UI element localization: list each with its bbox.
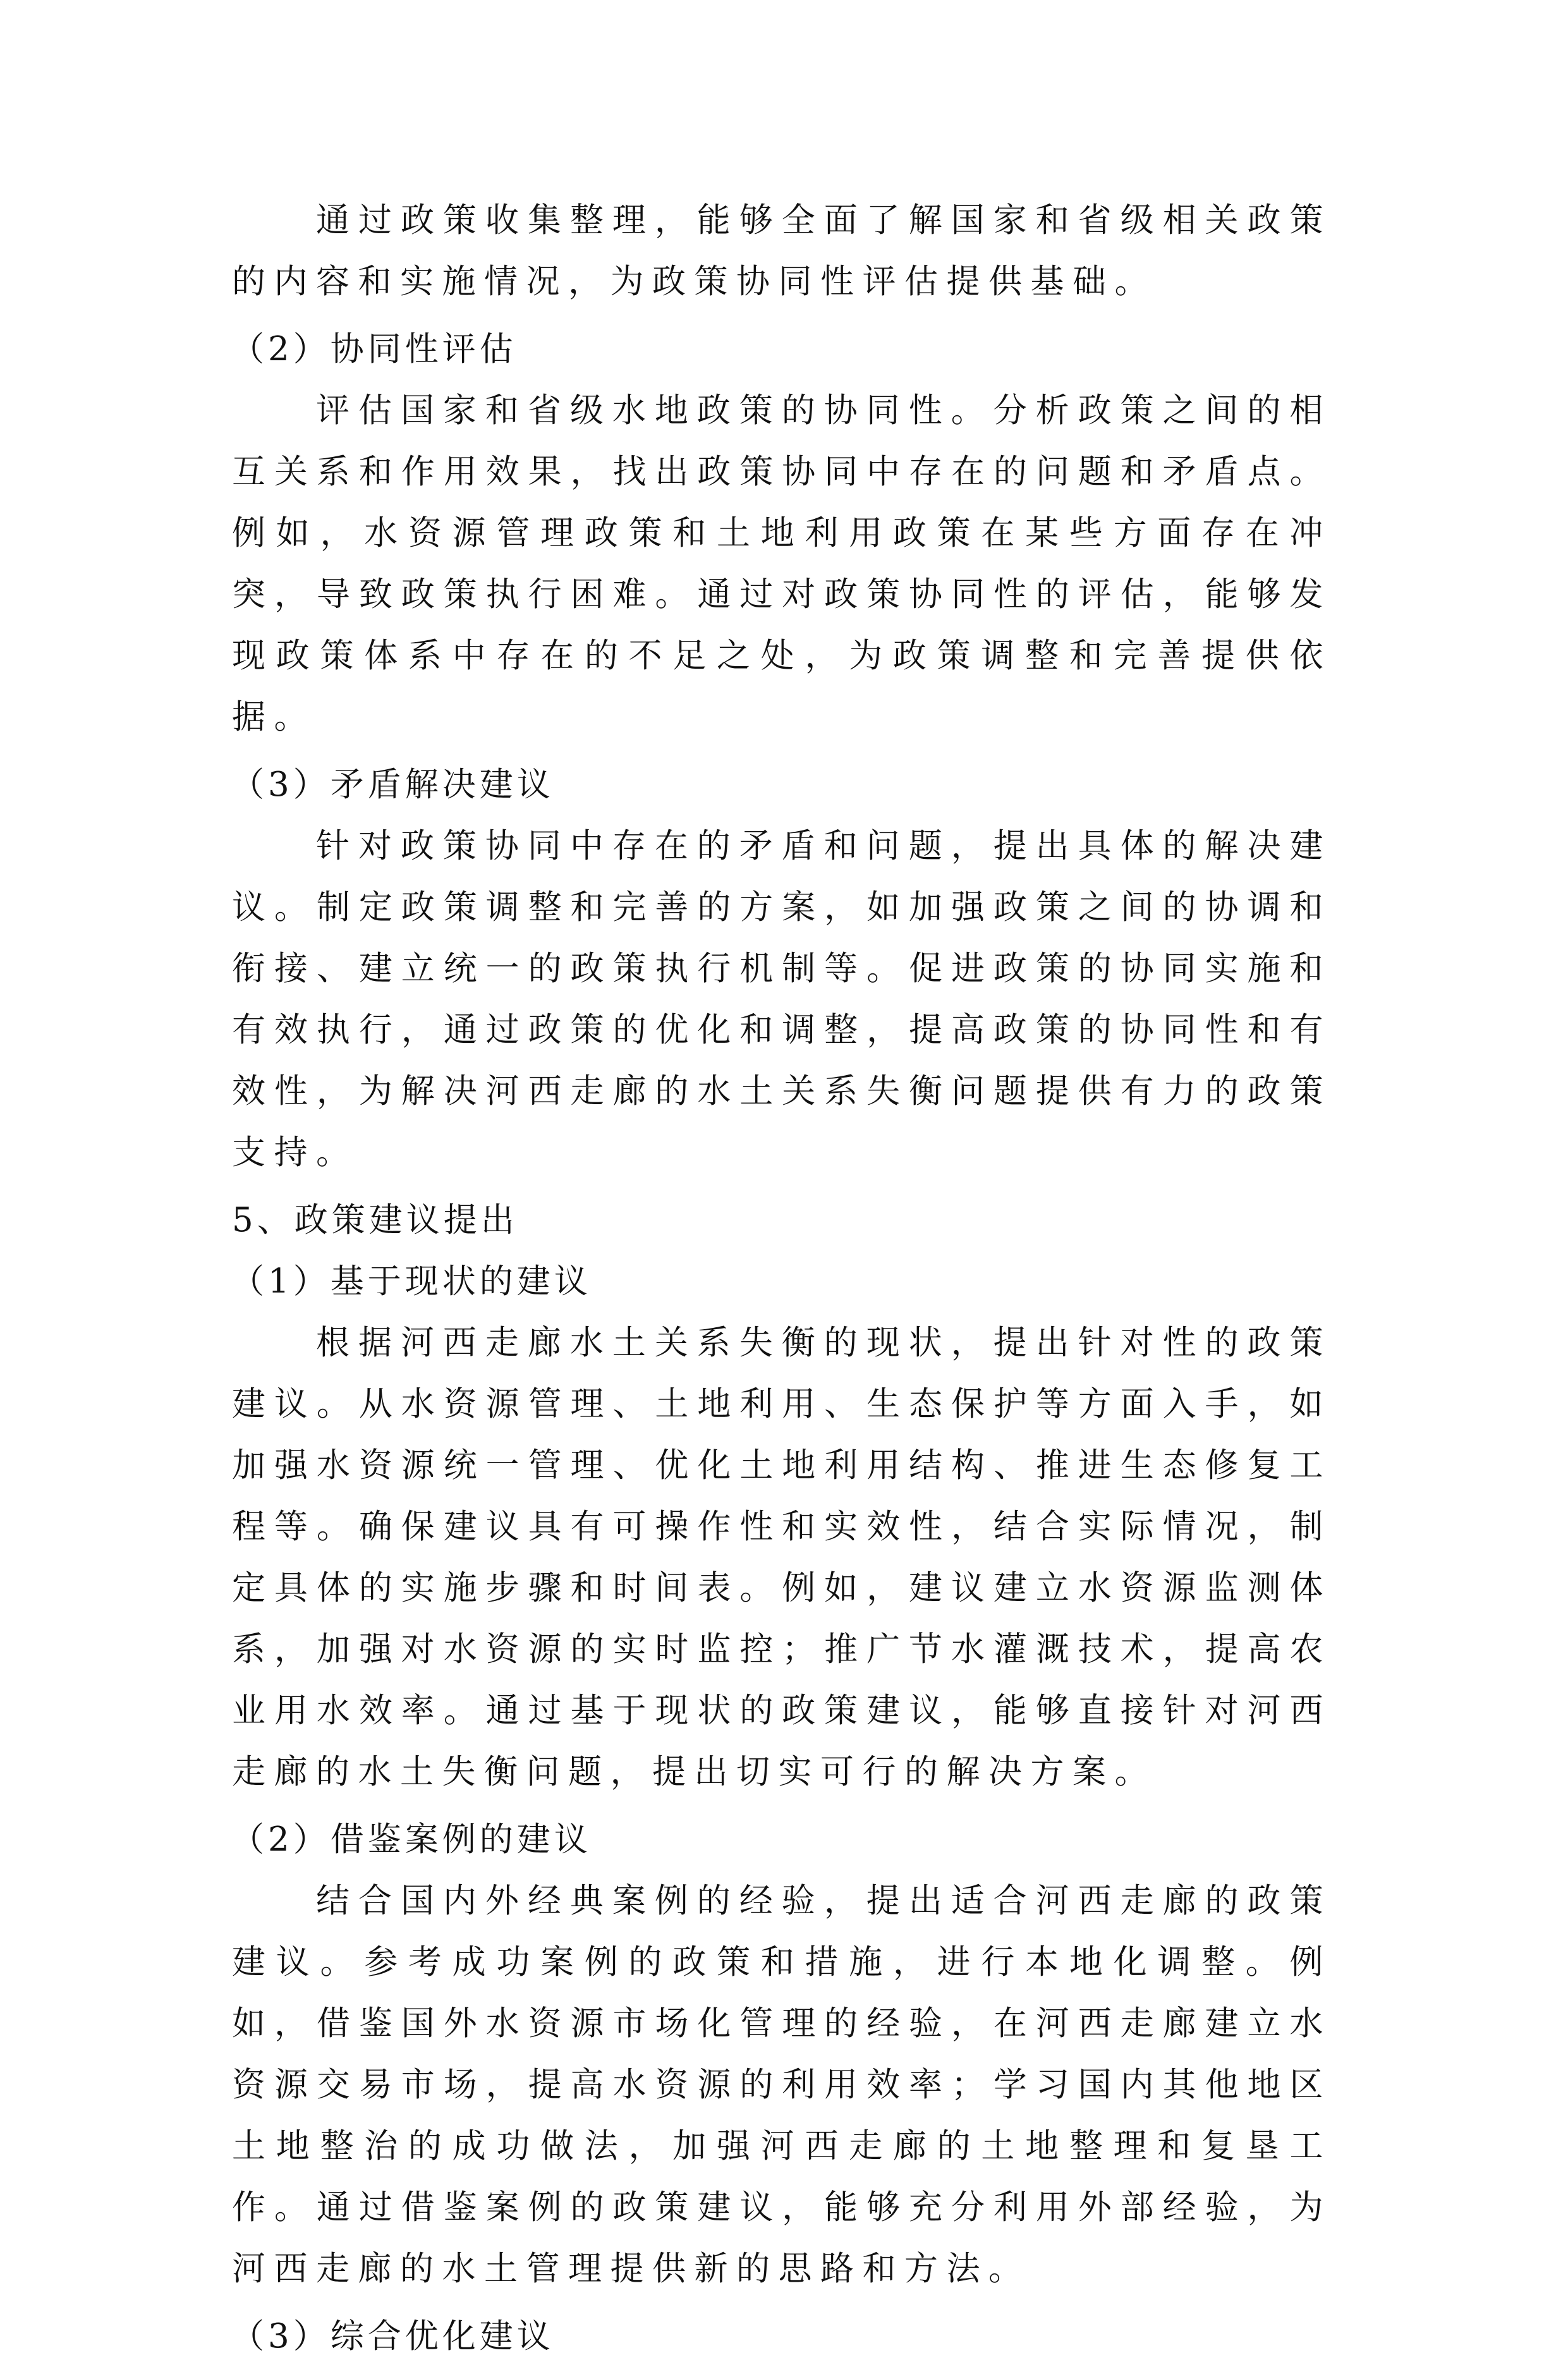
paragraph-conflict-resolution: 针对政策协同中存在的矛盾和问题，提出具体的解决建议。制定政策调整和完善的方案，如加强政策之间的协调和衔接、建立统一的政策执行机制等。促进政策的协同实施和有效执行，通过政策的优化和调整，提高政策的协同性和有效性，为解决河西走廊的水土关系失衡问题提供有力的政策支持。	[232, 827, 1332, 1172]
subheading-case-based: （2）借鉴案例的建议	[231, 1820, 592, 1859]
document-page	[232, 190, 1332, 2367]
spacer	[232, 312, 1332, 319]
subheading-status-based: （1）基于现状的建议	[231, 1262, 592, 1301]
subheading-synergy-assessment: （2）协同性评估	[231, 330, 517, 368]
spacer	[232, 1803, 1332, 1809]
paragraph-status-based: 根据河西走廊水土关系失衡的现状，提出针对性的政策建议。从水资源管理、土地利用、生态保护等方面入手，如加强水资源统一管理、优化土地利用结构、推进生态修复工程等。确保建议具有可操作性和实效性，结合实际情况，制定具体的实施步骤和时间表。例如，建议建立水资源监测体系，加强对水资源的实时监控；推广节水灌溉技术，提高农业用水效率。通过基于现状的政策建议，能够直接针对河西走廊的水土失衡问题，提出切实可行的解决方案。	[232, 1323, 1332, 1791]
paragraph-synergy-assessment: 评估国家和省级水地政策的协同性。分析政策之间的相互关系和作用效果，找出政策协同中存在的问题和矛盾点。例如，水资源管理政策和土地利用政策在某些方面存在冲突，导致政策执行困难。通过对政策协同性的评估，能够发现政策体系中存在的不足之处，为政策调整和完善提供依据。	[232, 391, 1332, 736]
spacer	[232, 1183, 1332, 1190]
paragraph-policy-collection: 通过政策收集整理，能够全面了解国家和省级相关政策的内容和实施情况，为政策协同性评估提供基础。	[232, 201, 1332, 301]
subheading-comprehensive-optimization: （3）综合优化建议	[231, 2317, 554, 2356]
spacer	[232, 2299, 1332, 2306]
subheading-conflict-resolution: （3）矛盾解决建议	[231, 765, 554, 804]
paragraph-case-based: 结合国内外经典案例的经验，提出适合河西走廊的政策建议。参考成功案例的政策和措施，进行本地化调整。例如，借鉴国外水资源市场化管理的经验，在河西走廊建立水资源交易市场，提高水资源的利用效率；学习国内其他地区土地整治的成功做法，加强河西走廊的土地整理和复垦工作。通过借鉴案例的政策建议，能够充分利用外部经验，为河西走廊的水土管理提供新的思路和方法。	[232, 1882, 1332, 2288]
section-heading-policy-recommendations: 5、政策建议提出	[232, 1201, 518, 1239]
spacer	[232, 748, 1332, 754]
